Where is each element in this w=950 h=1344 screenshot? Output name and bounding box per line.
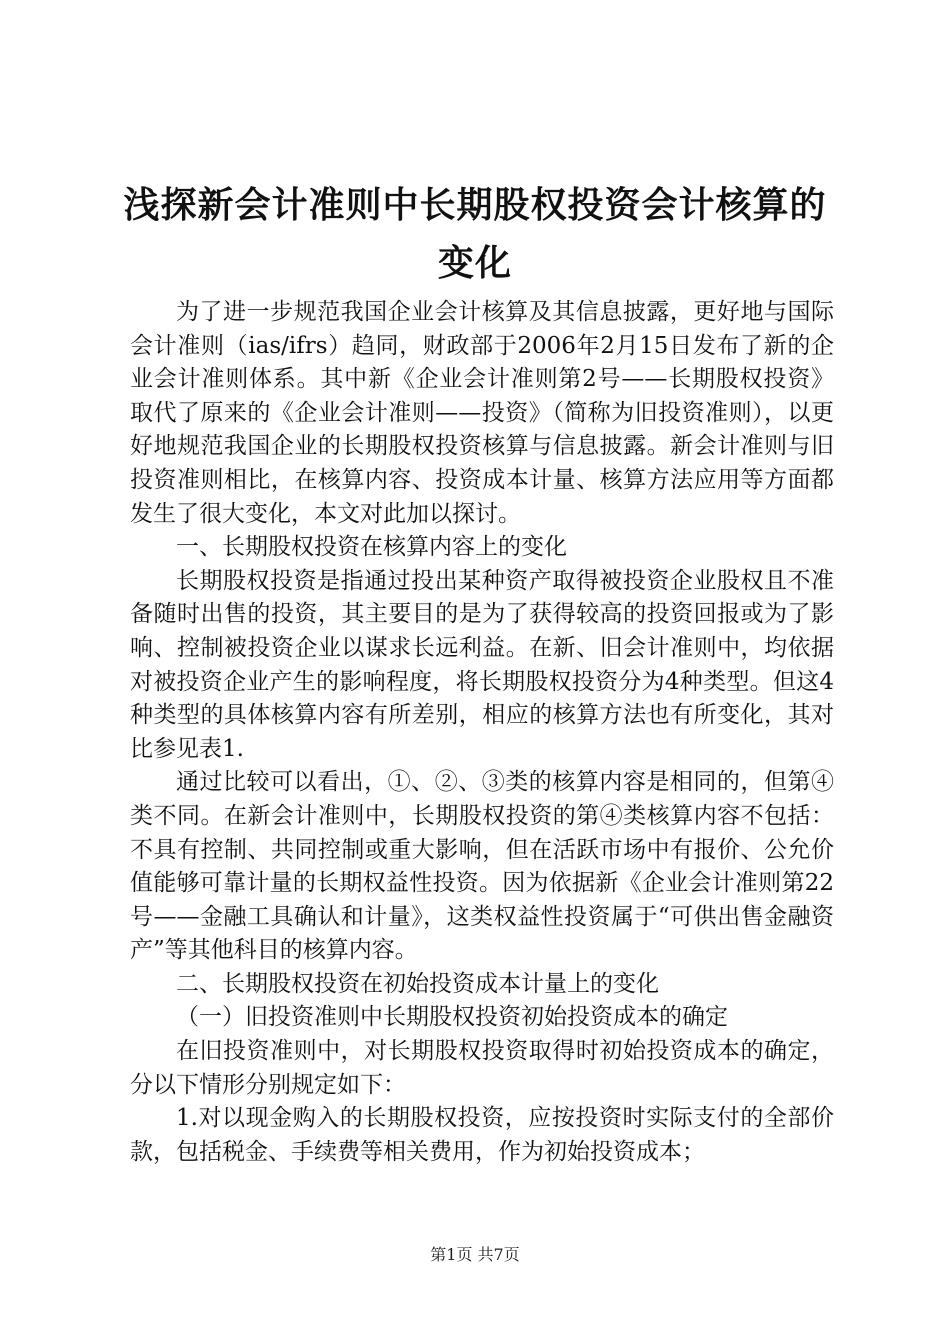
paragraph-comparison: 通过比较可以看出，①、②、③类的核算内容是相同的，但第④类不同。在新会计准则中，长期股权投资的第④类核算内容不包括：不具有控制、共同控制或重大影响，但在活跃市场中有报价、公允价值能够可靠计量的长期权益性投资。因为依据新《企业会计准则第22号——金融工具确认和计量》，这类权益性投资属于“可供出售金融资产”等其他科目的核算内容。 [130, 769, 834, 964]
document-title: 浅探新会计准则中长期股权投资会计核算的变化 [123, 184, 827, 284]
paragraph-definition: 长期股权投资是指通过投出某种资产取得被投资企业股权且不准备随时出售的投资，其主要目的是为了获得较高的投资回报或为了影响、控制被投资企业以谋求长远利益。在新、旧会计准则中，均依据对被投资企业产生的影响程度，将长期股权投资分为4种类型。但这4种类型的具体核算内容有所差别，相应的核算方法也有所变化，其对比参见表1. [130, 567, 834, 762]
paragraph-old-standard: 在旧投资准则中，对长期股权投资取得时初始投资成本的确定，分以下情形分别规定如下： [130, 1038, 834, 1098]
subsection-heading-1: （一）旧投资准则中长期股权投资初始投资成本的确定 [176, 1004, 728, 1031]
page-footer: 第1页 共7页 [430, 1245, 520, 1264]
document-body [130, 296, 834, 1169]
section-heading-1: 一、长期股权投资在核算内容上的变化 [176, 534, 567, 561]
paragraph-item-1: 1.对以现金购入的长期股权投资，应按投资时实际支付的全部价款，包括税金、手续费等相关费用，作为初始投资成本； [130, 1105, 834, 1165]
paragraph-intro: 为了进一步规范我国企业会计核算及其信息披露，更好地与国际会计准则（ias/ifrs）趋同，财政部于2006年2月15日发布了新的企业会计准则体系。其中新《企业会计准则第2号——长期股权投资》取代了原来的《企业会计准则——投资》（简称为旧投资准则），以更好地规范我国企业的长期股权投资核算与信息披露。新会计准则与旧投资准则相比，在核算内容、投资成本计量、核算方法应用等方面都发生了很大变化，本文对此加以探讨。 [130, 299, 834, 527]
section-heading-2: 二、长期股权投资在初始投资成本计量上的变化 [176, 970, 659, 997]
